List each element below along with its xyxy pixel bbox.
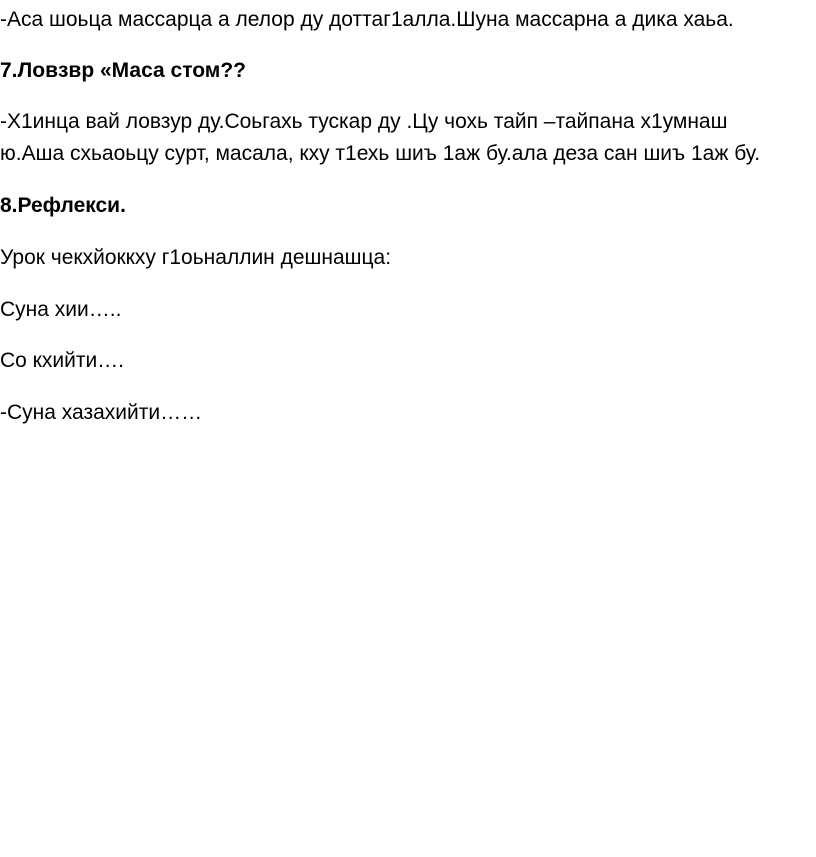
paragraph-reflection-item-1: Суна хии….. <box>0 298 122 321</box>
paragraph-intro: -Аса шоьца массарца а лелор ду доттаг1алла.Шуна массарна а дика хаьа. <box>0 8 734 31</box>
paragraph-reflection-intro: Урок чекхйоккху г1оьналлин дешнашца: <box>0 246 392 269</box>
heading-section-7: 7.Ловзвр «Маса стом?? <box>0 59 246 82</box>
paragraph-reflection-item-2: Со кхийти…. <box>0 349 125 372</box>
heading-section-8: 8.Рефлекси. <box>0 194 126 217</box>
paragraph-game-line-2: ю.Аша схьаоьцу сурт, масала, кху т1ехь шиъ 1аж бу.ала деза сан шиъ 1аж бу. <box>0 142 761 165</box>
paragraph-game-line-1: -Х1инца вай ловзур ду.Соьгахь тускар ду .Цу чохь тайп –тайпана х1умнаш <box>0 110 728 133</box>
paragraph-reflection-item-3: -Суна хазахийти…… <box>0 401 203 424</box>
